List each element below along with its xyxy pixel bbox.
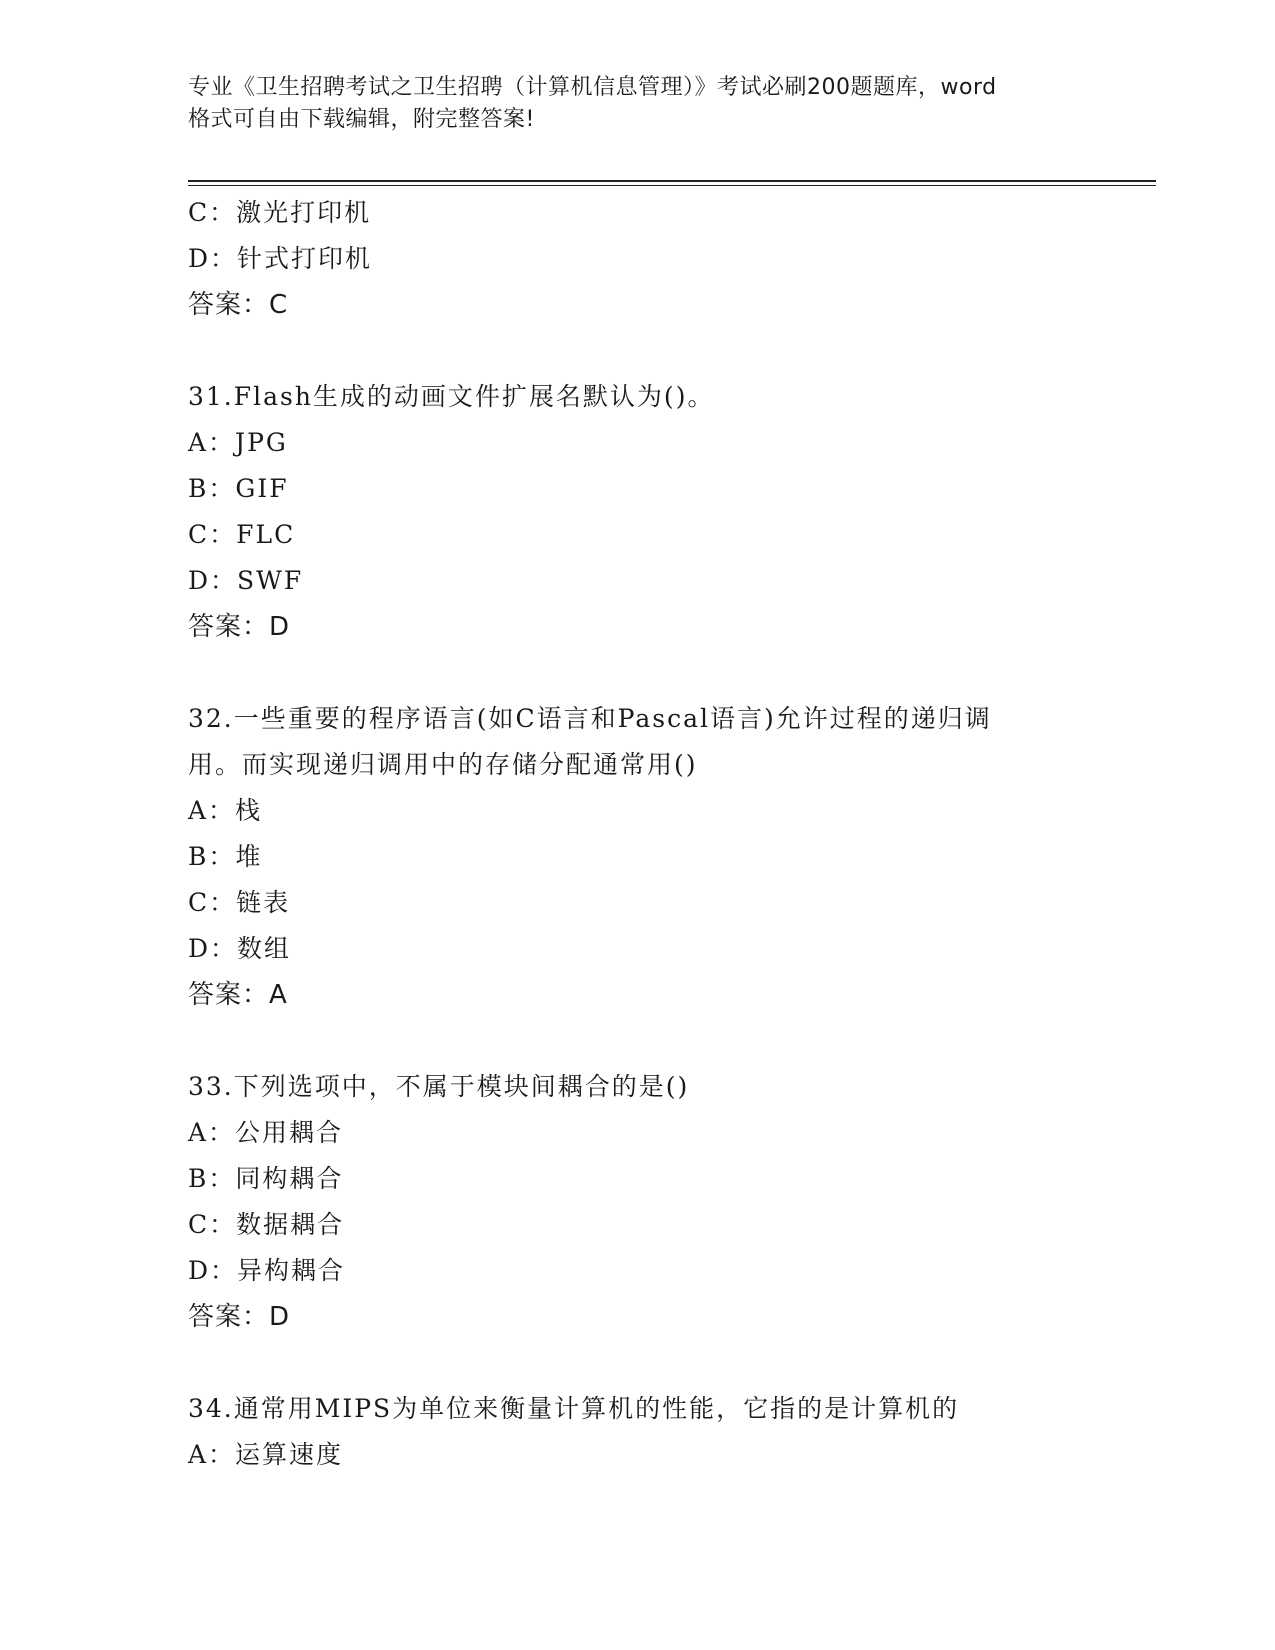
option-c: C：链表 xyxy=(188,888,291,917)
spacer xyxy=(188,1018,1088,1064)
option-c: C：数据耦合 xyxy=(188,1210,345,1239)
answer-line: 答案：C xyxy=(188,290,289,320)
question-block-31 xyxy=(188,374,1088,650)
header-line-1: 专业《卫生招聘考试之卫生招聘（计算机信息管理）》考试必刷200题题库，word xyxy=(188,75,997,100)
question-block-prev xyxy=(188,190,1088,328)
option-c: C：FLC xyxy=(188,520,296,549)
question-stem: 33.下列选项中，不属于模块间耦合的是() xyxy=(188,1072,690,1101)
header-line-2: 格式可自由下载编辑，附完整答案! xyxy=(188,107,535,132)
document-header xyxy=(188,72,1088,136)
question-stem-line-2: 用。而实现递归调用中的存储分配通常用() xyxy=(188,750,698,779)
spacer xyxy=(188,1340,1088,1386)
question-stem: 31.Flash生成的动画文件扩展名默认为()。 xyxy=(188,382,715,411)
option-a: A：JPG xyxy=(188,428,288,457)
option-d: D：针式打印机 xyxy=(188,244,373,273)
option-a: A：运算速度 xyxy=(188,1440,344,1469)
header-divider-thick xyxy=(188,180,1156,182)
option-c: C：激光打印机 xyxy=(188,198,372,227)
option-d: D：异构耦合 xyxy=(188,1256,346,1285)
answer-line: 答案：D xyxy=(188,612,291,642)
option-a: A：公用耦合 xyxy=(188,1118,344,1147)
question-block-33 xyxy=(188,1064,1088,1340)
option-a: A：栈 xyxy=(188,796,263,825)
option-d: D：SWF xyxy=(188,566,304,595)
question-list xyxy=(188,190,1088,1478)
question-block-34 xyxy=(188,1386,1088,1478)
spacer xyxy=(188,328,1088,374)
header-divider-thin xyxy=(188,185,1156,186)
answer-line: 答案：A xyxy=(188,980,288,1010)
question-stem-line-1: 32.一些重要的程序语言(如C语言和Pascal语言)允许过程的递归调 xyxy=(188,704,992,733)
answer-line: 答案：D xyxy=(188,1302,291,1332)
spacer xyxy=(188,650,1088,696)
option-b: B：堆 xyxy=(188,842,263,871)
option-b: B：同构耦合 xyxy=(188,1164,344,1193)
option-b: B：GIF xyxy=(188,474,289,503)
option-d: D：数组 xyxy=(188,934,292,963)
question-stem: 34.通常用MIPS为单位来衡量计算机的性能，它指的是计算机的 xyxy=(188,1394,960,1423)
question-block-32 xyxy=(188,696,1088,1018)
